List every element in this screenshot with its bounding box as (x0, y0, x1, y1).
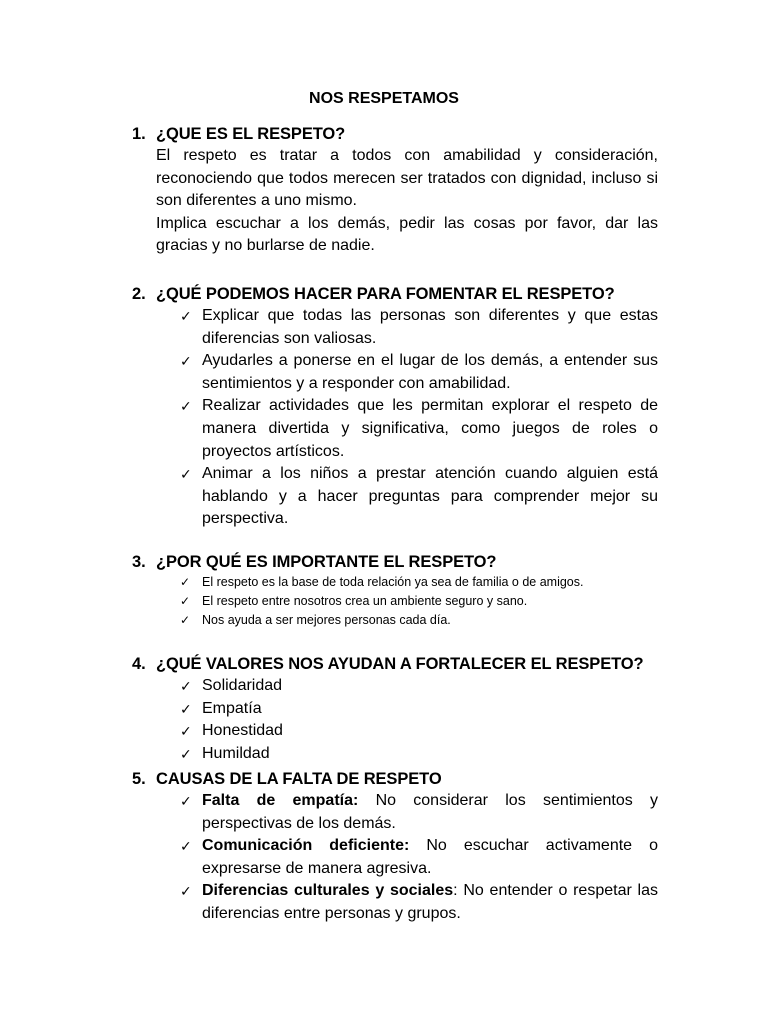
list-item-text: Humildad (202, 744, 270, 762)
list-item (180, 395, 658, 463)
check-icon: ✓ (180, 700, 192, 717)
list-item-text: Honestidad (202, 722, 283, 740)
section-1-paragraph-1: El respeto es tratar a todos con amabilidad y consideración, reconociendo que todos merecen ser tratados con dignidad, incluso si son diferentes a uno mismo. (156, 147, 658, 209)
section-2 (132, 283, 658, 531)
section-5-heading (132, 768, 658, 790)
section-4-number: 4. (132, 655, 146, 673)
cause-term: Diferencias culturales y sociales (202, 882, 454, 900)
cause-term: Falta de empatía: (202, 792, 359, 809)
cause-description: No escuchar activamente o expresarse de manera agresiva. (202, 837, 658, 877)
cause-term: Comunicación deficiente: (202, 837, 410, 855)
section-4-title: ¿QUÉ VALORES NOS AYUDAN A FORTALECER EL RESPETO? (156, 655, 644, 673)
section-5-list (132, 790, 658, 926)
section-5 (132, 768, 658, 926)
section-3-number: 3. (132, 553, 146, 571)
section-1-number: 1. (132, 125, 146, 143)
list-item (180, 835, 658, 880)
section-2-number: 2. (132, 285, 146, 303)
cause-description: No considerar los sentimientos y perspectivas de los demás. (202, 792, 659, 832)
list-item (180, 675, 658, 698)
list-item-text: Solidaridad (202, 677, 283, 694)
section-5-number: 5. (132, 770, 146, 788)
list-item (180, 592, 658, 611)
list-item-text: Empatía (202, 699, 262, 717)
section-2-heading (132, 283, 658, 305)
check-icon: ✓ (180, 678, 192, 694)
list-item (180, 698, 658, 721)
section-4-heading (132, 653, 658, 675)
section-1-heading (132, 123, 658, 145)
list-item (180, 573, 658, 592)
section-4 (132, 653, 658, 765)
check-icon: ✓ (180, 308, 192, 324)
check-icon: ✓ (180, 398, 192, 415)
list-item (180, 880, 658, 925)
list-item (180, 463, 658, 531)
check-icon: ✓ (180, 723, 192, 740)
list-item (180, 350, 658, 395)
section-3-title: ¿POR QUÉ ES IMPORTANTE EL RESPETO? (156, 553, 497, 571)
check-icon: ✓ (180, 466, 192, 483)
section-5-title: CAUSAS DE LA FALTA DE RESPETO (156, 770, 442, 788)
list-item (180, 305, 658, 350)
list-item-text: Animar a los niños a prestar atención cuando alguien está hablando y a hacer preguntas para comprender mejor su perspectiva. (202, 465, 658, 528)
cause-description: : No entender o respetar las diferencias entre personas y grupos. (202, 882, 658, 922)
list-item (180, 611, 658, 630)
check-icon: ✓ (180, 613, 191, 627)
check-icon: ✓ (180, 838, 192, 855)
check-icon: ✓ (180, 883, 192, 900)
document-title: NOS RESPETAMOS (309, 90, 459, 107)
section-3-list (132, 573, 658, 630)
section-3-heading (132, 551, 658, 573)
list-item (180, 743, 658, 766)
list-item-text: El respeto entre nosotros crea un ambiente seguro y sano. (202, 594, 528, 608)
list-item (180, 790, 659, 835)
check-icon: ✓ (180, 594, 191, 608)
list-item-text: El respeto es la base de toda relación ya sea de familia o de amigos. (202, 575, 584, 589)
list-item-text: Nos ayuda a ser mejores personas cada día. (202, 613, 451, 627)
section-2-list (132, 305, 658, 531)
section-2-title: ¿QUÉ PODEMOS HACER PARA FOMENTAR EL RESPETO? (156, 285, 615, 303)
check-icon: ✓ (180, 575, 191, 589)
check-icon: ✓ (180, 793, 192, 809)
section-3 (132, 551, 658, 630)
section-1-title: ¿QUE ES EL RESPETO? (156, 125, 346, 143)
section-1 (132, 123, 658, 258)
check-icon: ✓ (180, 745, 192, 762)
check-icon: ✓ (180, 353, 192, 370)
list-item (180, 720, 658, 743)
list-item-text: Explicar que todas las personas son diferentes y que estas diferencias son valiosas. (202, 307, 658, 347)
list-item-text: Ayudarles a ponerse en el lugar de los demás, a entender sus sentimientos y a responder con amabilidad. (202, 352, 658, 392)
list-item-text: Realizar actividades que les permitan explorar el respeto de manera divertida y significativa, como juegos de roles o proyectos artísticos. (202, 397, 658, 460)
section-1-paragraph-2: Implica escuchar a los demás, pedir las cosas por favor, dar las gracias y no burlarse de nadie. (156, 214, 658, 254)
section-4-list (132, 675, 658, 765)
